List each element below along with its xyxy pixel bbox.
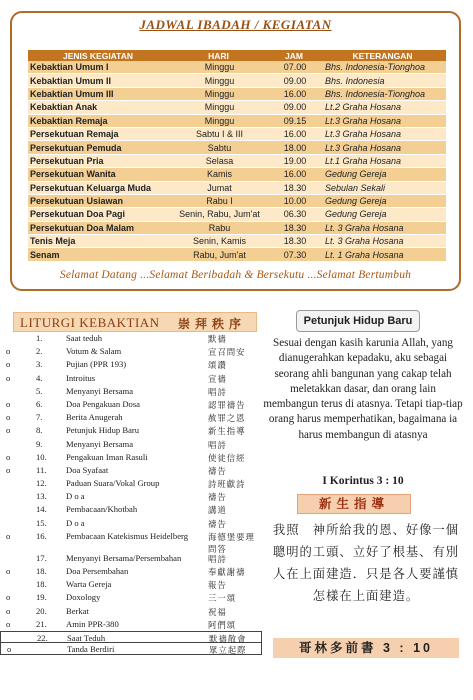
guidance-text: Sesuai dengan kasih karunia Allah, yang dianugerahkan kepadaku, aku sebagai seorang ahli bangunan yang cakap telah meletakkan dasar, dan orang lain membangun terus di atasnya. Tetapi tiap-tiap orang harus memperhatikan, bagaimana ia harus membangun di atasnya bbox=[263, 337, 463, 441]
standing-mark: o bbox=[6, 566, 11, 576]
note-cell: Bhs. Indonesia-Tionghoa bbox=[319, 87, 446, 100]
item-name-cn: 祝福 bbox=[208, 607, 227, 617]
schedule-row bbox=[28, 221, 446, 234]
item-number: 4. bbox=[36, 372, 43, 383]
guidance-title-cn: 新生指導 bbox=[297, 494, 411, 514]
item-name-cn: 阿們頌 bbox=[208, 620, 237, 630]
day-cell: Jumat bbox=[168, 181, 269, 194]
liturgy-item bbox=[0, 643, 262, 655]
item-name-cn: 默禱散會 bbox=[209, 634, 247, 644]
item-number: 11. bbox=[36, 464, 47, 475]
liturgy-list bbox=[0, 332, 262, 655]
item-number: 21. bbox=[36, 618, 47, 629]
note-cell: Bhs. Indonesia-Tionghoa bbox=[319, 61, 446, 74]
schedule-row bbox=[28, 154, 446, 167]
liturgy-item bbox=[0, 578, 262, 591]
note-cell: Lt. 3 Graha Hosana bbox=[319, 221, 446, 234]
activity-cell: Kebaktian Remaja bbox=[28, 114, 168, 127]
schedule-panel bbox=[10, 11, 461, 291]
item-number: 5. bbox=[36, 385, 43, 396]
activity-cell: Kebaktian Umum I bbox=[28, 61, 168, 74]
schedule-header-row bbox=[28, 50, 446, 61]
note-cell: Lt.3 Graha Hosana bbox=[319, 127, 446, 140]
item-name: Doxology bbox=[66, 592, 101, 603]
liturgy-item bbox=[0, 345, 262, 358]
liturgy-item bbox=[0, 358, 262, 371]
item-number: 12. bbox=[36, 478, 47, 489]
item-number: 16. bbox=[36, 530, 47, 541]
item-name: Amin PPR-380 bbox=[66, 618, 119, 629]
liturgy-item bbox=[0, 552, 262, 565]
time-cell: 18.00 bbox=[269, 141, 319, 154]
liturgy-item bbox=[0, 464, 262, 477]
item-number: 19. bbox=[36, 592, 47, 603]
item-name: Saat teduh bbox=[66, 333, 103, 343]
item-number: 18. bbox=[36, 566, 47, 576]
liturgy-item bbox=[0, 631, 262, 643]
time-cell: 06.30 bbox=[269, 208, 319, 221]
activity-cell: Kebaktian Umum III bbox=[28, 87, 168, 100]
time-cell: 16.00 bbox=[269, 168, 319, 181]
item-number: 14. bbox=[36, 504, 47, 515]
liturgy-item bbox=[0, 424, 262, 437]
schedule-row bbox=[28, 248, 446, 261]
day-cell: Senin, Rabu, Jum'at bbox=[168, 208, 269, 221]
note-cell: Lt.3 Graha Hosana bbox=[319, 114, 446, 127]
day-cell: Selasa bbox=[168, 154, 269, 167]
schedule-title: JADWAL IBADAH / KEGIATAN bbox=[139, 17, 332, 32]
schedule-row bbox=[28, 194, 446, 207]
item-name: Pembacaan/Khotbah bbox=[66, 504, 138, 515]
time-cell: 18.30 bbox=[269, 221, 319, 234]
schedule-row bbox=[28, 208, 446, 221]
item-name-cn: 唱詩 bbox=[208, 554, 227, 564]
note-cell: Lt.1 Graha Hosana bbox=[319, 154, 446, 167]
note-cell: Gedung Gereja bbox=[319, 168, 446, 181]
item-name-cn: 宣禱 bbox=[208, 374, 227, 384]
item-number: 9. bbox=[36, 438, 43, 449]
item-name-cn: 頌讚 bbox=[208, 361, 227, 371]
day-cell: Rabu bbox=[168, 221, 269, 234]
activity-cell: Tenis Meja bbox=[28, 235, 168, 248]
activity-cell: Kebaktian Umum II bbox=[28, 74, 168, 87]
liturgy-item bbox=[0, 605, 262, 618]
note-cell: Lt. 3 Graha Hosana bbox=[319, 235, 446, 248]
time-cell: 16.00 bbox=[269, 87, 319, 100]
schedule-row bbox=[28, 61, 446, 74]
liturgy-title: LITURGI KEBAKTIAN bbox=[20, 315, 160, 330]
verse-reference: I Korintus 3 : 10 bbox=[322, 475, 404, 487]
schedule-row bbox=[28, 141, 446, 154]
item-name-cn: 使徒信經 bbox=[208, 453, 246, 463]
item-name: Berita Anugerah bbox=[66, 412, 123, 423]
item-name-cn: 奉獻謝禱 bbox=[208, 568, 246, 577]
standing-mark: o bbox=[6, 605, 11, 616]
standing-mark: o bbox=[6, 618, 11, 629]
note-cell: Gedung Gereja bbox=[319, 208, 446, 221]
item-name: Warta Gereja bbox=[66, 579, 112, 590]
schedule-table bbox=[28, 50, 446, 262]
schedule-row bbox=[28, 181, 446, 194]
day-cell: Sabtu I & III bbox=[168, 127, 269, 140]
item-name: Saat Teduh bbox=[67, 632, 106, 643]
item-name: Pembacaan Katekismus Heidelberg bbox=[66, 530, 189, 541]
time-cell: 09.15 bbox=[269, 114, 319, 127]
day-cell: Minggu bbox=[168, 114, 269, 127]
activity-cell: Persekutuan Doa Pagi bbox=[28, 208, 168, 221]
item-name-cn: 禱告 bbox=[208, 519, 227, 529]
activity-cell: Persekutuan Keluarga Muda bbox=[28, 181, 168, 194]
note-cell: Lt.3 Graha Hosana bbox=[319, 141, 446, 154]
item-name-cn: 赦罪之恩 bbox=[208, 414, 246, 424]
header-time: JAM bbox=[269, 50, 319, 61]
liturgy-item bbox=[0, 490, 262, 503]
header-day: HARI bbox=[168, 50, 269, 61]
item-name: Votum & Salam bbox=[66, 346, 122, 357]
standing-mark: o bbox=[6, 359, 11, 370]
item-name: Petunjuk Hidup Baru bbox=[66, 425, 140, 436]
time-cell: 07.00 bbox=[269, 61, 319, 74]
time-cell: 16.00 bbox=[269, 127, 319, 140]
schedule-row bbox=[28, 127, 446, 140]
liturgy-header bbox=[13, 312, 257, 332]
item-number: 3. bbox=[36, 359, 43, 370]
item-number: 18. bbox=[36, 579, 47, 590]
liturgy-title-cn: 崇拜秩序 bbox=[177, 317, 246, 331]
liturgy-item bbox=[0, 385, 262, 398]
header-activity: JENIS KEGIATAN bbox=[28, 50, 168, 61]
liturgy-item bbox=[0, 438, 262, 451]
header-note: KETERANGAN bbox=[319, 50, 446, 61]
guidance-heading-button[interactable]: Petunjuk Hidup Baru bbox=[296, 310, 420, 332]
item-name: Introitus bbox=[66, 372, 96, 383]
note-cell: Sebulan Sekali bbox=[319, 181, 446, 194]
item-name-cn: 唱詩 bbox=[208, 440, 227, 450]
item-number: 15. bbox=[36, 517, 47, 528]
item-name-cn: 默禱 bbox=[208, 335, 227, 344]
item-name: Tanda Berdiri bbox=[67, 643, 115, 654]
activity-cell: Persekutuan Remaja bbox=[28, 127, 168, 140]
standing-mark: o bbox=[6, 398, 11, 409]
time-cell: 19.00 bbox=[269, 154, 319, 167]
time-cell: 09.00 bbox=[269, 101, 319, 114]
greeting-banner: Selamat Datang ...Selamat Beribadah & Bersekutu ...Selamat Bertumbuh bbox=[59, 269, 412, 281]
item-name-cn: 報告 bbox=[208, 581, 227, 591]
item-name: Doa Persembahan bbox=[66, 566, 129, 576]
day-cell: Sabtu bbox=[168, 141, 269, 154]
liturgy-item bbox=[0, 530, 262, 552]
item-name-cn: 宣召問安 bbox=[208, 348, 246, 358]
activity-cell: Persekutuan Pria bbox=[28, 154, 168, 167]
day-cell: Rabu, Jum'at bbox=[168, 248, 269, 261]
activity-cell: Persekutuan Pemuda bbox=[28, 141, 168, 154]
item-name: Paduan Suara/Vokal Group bbox=[66, 478, 160, 489]
schedule-row bbox=[28, 114, 446, 127]
item-name: Menyanyi Bersama/Persembahan bbox=[66, 552, 182, 563]
item-name-cn: 詩班獻詩 bbox=[208, 480, 246, 490]
item-name-cn: 認罪禱告 bbox=[208, 400, 246, 410]
time-cell: 09.00 bbox=[269, 74, 319, 87]
liturgy-item bbox=[0, 451, 262, 464]
verse-reference-cn: 哥林多前書 3 : 10 bbox=[273, 638, 459, 658]
day-cell: Rabu I bbox=[168, 194, 269, 207]
standing-mark: o bbox=[6, 530, 11, 541]
activity-cell: Kebaktian Anak bbox=[28, 101, 168, 114]
item-number: 7. bbox=[36, 412, 43, 423]
schedule-row bbox=[28, 235, 446, 248]
item-number: 1. bbox=[36, 333, 43, 343]
standing-mark: o bbox=[7, 643, 12, 654]
guidance-text-cn: 我照 神所給我的恩、好像一個聰明的工頭、立好了根基、有別人在上面建造．只是各人要謹慎怎樣在上面建造。 bbox=[272, 523, 460, 603]
liturgy-item bbox=[0, 591, 262, 604]
item-name-cn: 唱詩 bbox=[208, 387, 227, 397]
item-number: 2. bbox=[36, 346, 43, 357]
item-name: Menyanyi Bersama bbox=[66, 438, 134, 449]
item-name: Doa Pengakuan Dosa bbox=[66, 398, 140, 409]
item-name-cn: 禱告 bbox=[208, 466, 227, 476]
note-cell: Gedung Gereja bbox=[319, 194, 446, 207]
item-name: Menyanyi Bersama bbox=[66, 385, 134, 396]
item-name-cn: 新生指導 bbox=[208, 427, 246, 437]
liturgy-item bbox=[0, 332, 262, 345]
standing-mark: o bbox=[6, 464, 11, 475]
schedule-row bbox=[28, 87, 446, 100]
liturgy-item bbox=[0, 372, 262, 385]
item-name-cn: 三一頌 bbox=[208, 594, 237, 604]
item-name: D o a bbox=[66, 491, 85, 502]
standing-mark: o bbox=[6, 372, 11, 383]
schedule-row bbox=[28, 168, 446, 181]
day-cell: Minggu bbox=[168, 87, 269, 100]
standing-mark: o bbox=[6, 451, 11, 462]
note-cell: Bhs. Indonesia bbox=[319, 74, 446, 87]
day-cell: Minggu bbox=[168, 61, 269, 74]
standing-mark: o bbox=[6, 425, 11, 436]
schedule-row bbox=[28, 101, 446, 114]
day-cell: Minggu bbox=[168, 74, 269, 87]
schedule-body bbox=[28, 61, 446, 261]
item-number: 20. bbox=[36, 605, 47, 616]
time-cell: 10.00 bbox=[269, 194, 319, 207]
liturgy-item bbox=[0, 398, 262, 411]
item-name-cn: 海德堡要理問答 bbox=[208, 532, 255, 554]
time-cell: 18.30 bbox=[269, 181, 319, 194]
time-cell: 07.30 bbox=[269, 248, 319, 261]
day-cell: Senin, Kamis bbox=[168, 235, 269, 248]
liturgy-item bbox=[0, 477, 262, 490]
item-number: 8. bbox=[36, 425, 43, 436]
day-cell: Kamis bbox=[168, 168, 269, 181]
liturgy-item bbox=[0, 503, 262, 516]
item-name: Doa Syafaat bbox=[66, 464, 109, 475]
standing-mark: o bbox=[6, 412, 11, 423]
note-cell: Lt. 1 Graha Hosana bbox=[319, 248, 446, 261]
item-number: 13. bbox=[36, 491, 47, 502]
schedule-row bbox=[28, 74, 446, 87]
item-name-cn: 眾立起際 bbox=[209, 645, 247, 655]
note-cell: Lt.2 Graha Hosana bbox=[319, 101, 446, 114]
item-name-cn: 禱告 bbox=[208, 493, 227, 503]
activity-cell: Persekutuan Usiawan bbox=[28, 194, 168, 207]
activity-cell: Senam bbox=[28, 248, 168, 261]
item-name: D o a bbox=[66, 517, 85, 528]
item-name: Pujian (PPR 193) bbox=[66, 359, 127, 370]
item-number: 22. bbox=[37, 632, 48, 643]
day-cell: Minggu bbox=[168, 101, 269, 114]
item-name: Berkat bbox=[66, 605, 89, 616]
liturgy-item bbox=[0, 411, 262, 424]
time-cell: 18.30 bbox=[269, 235, 319, 248]
item-number: 17. bbox=[36, 552, 47, 563]
item-number: 6. bbox=[36, 398, 43, 409]
standing-mark: o bbox=[6, 592, 11, 603]
activity-cell: Persekutuan Wanita bbox=[28, 168, 168, 181]
liturgy-item bbox=[0, 565, 262, 578]
standing-mark: o bbox=[6, 346, 11, 357]
item-name-cn: 講道 bbox=[208, 506, 227, 516]
liturgy-item bbox=[0, 517, 262, 530]
activity-cell: Persekutuan Doa Malam bbox=[28, 221, 168, 234]
liturgy-item bbox=[0, 618, 262, 631]
item-name: Pengakuan Iman Rasuli bbox=[66, 451, 148, 462]
item-number: 10. bbox=[36, 451, 47, 462]
